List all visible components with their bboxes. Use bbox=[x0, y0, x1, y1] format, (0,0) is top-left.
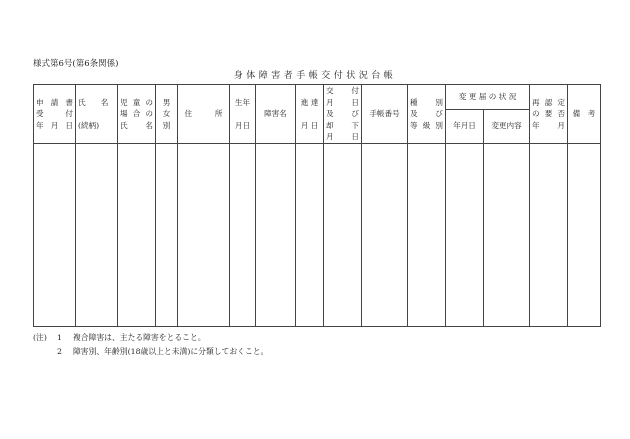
col-address: 住 所 bbox=[178, 85, 230, 144]
col-child-name: 児 童 の 場 合 の 氏 名 bbox=[118, 85, 156, 144]
col-progress-date: 進 達 月 日 bbox=[296, 85, 324, 144]
col-type-grade: 種 別 及 び 等 級 別 bbox=[408, 85, 446, 144]
col-change-content: 変更内容 bbox=[484, 109, 530, 143]
col-issue-date: 交 付 月 日 及 び 却 下 月 日 bbox=[324, 85, 362, 144]
col-application-date: 申 請 書 受 付 年 月 日 bbox=[34, 85, 76, 144]
ledger-table bbox=[33, 84, 601, 327]
col-change-status: 変 更 届 の 状 況 bbox=[446, 85, 530, 110]
col-disability-name: 障害名 bbox=[256, 85, 296, 144]
col-remarks: 備 考 bbox=[568, 85, 601, 144]
notes-label: (注) bbox=[33, 333, 47, 342]
note-text: 障害別、年齢別(18歳以上と未満)に分類しておくこと。 bbox=[73, 347, 269, 356]
col-change-date: 年月日 bbox=[446, 109, 484, 143]
note-number: 1 bbox=[57, 333, 62, 342]
col-sex: 男 女 別 bbox=[156, 85, 178, 144]
col-recert: 再 認 定 の 要 否 年 月 bbox=[530, 85, 568, 144]
notes bbox=[33, 331, 268, 359]
col-name: 氏 名 (続柄) bbox=[76, 85, 118, 144]
note-text: 複合障害は、主たる障害をとること。 bbox=[73, 333, 206, 342]
ledger-title: 身体障害者手帳交付状況台帳 bbox=[233, 71, 397, 81]
form-number: 様式第6号(第6条関係) bbox=[33, 59, 119, 69]
col-handbook-number: 手帳番号 bbox=[362, 85, 408, 144]
note-number: 2 bbox=[57, 347, 62, 356]
col-birth-date: 生年 月日 bbox=[230, 85, 256, 144]
table-body-row bbox=[34, 143, 601, 327]
